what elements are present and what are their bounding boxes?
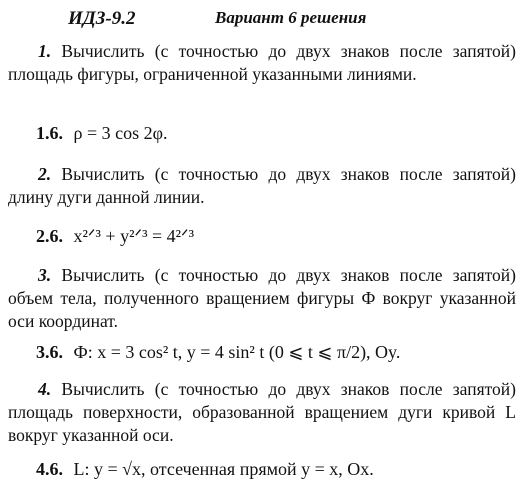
task-3-text <box>8 264 516 333</box>
task-2-statement: Вычислить (с точностью до двух знаков после запятой) длину дуги данной линии. <box>8 164 516 207</box>
task-1-text <box>8 40 516 86</box>
task-3-statement: Вычислить (с точностью до двух знаков после запятой) объем тела, полученного вращением фигуры Ф вокруг указанной оси координат. <box>8 265 516 331</box>
task-4-statement: Вычислить (с точностью до двух знаков после запятой) площадь поверхности, образованной вращением дуги кривой L вокруг указанной оси. <box>8 379 516 445</box>
task-1-number: 1. <box>38 41 52 61</box>
item-2-6-number: 2.6. <box>36 226 63 246</box>
task-2-text <box>8 163 516 209</box>
task-3-number: 3. <box>38 265 52 285</box>
task-4-text <box>8 378 516 447</box>
item-3-6-number: 3.6. <box>36 342 63 362</box>
item-4-6-expression: L: y = √x, отсеченная прямой y = x, Ox. <box>73 459 374 479</box>
item-1-6 <box>36 121 168 145</box>
item-3-6 <box>36 340 400 364</box>
assignment-code: ИДЗ-9.2 <box>68 8 136 29</box>
task-4-number: 4. <box>38 379 52 399</box>
item-4-6 <box>36 457 374 481</box>
item-3-6-expression: Ф: x = 3 cos² t, y = 4 sin² t (0 ⩽ t ⩽ π/2), Oy. <box>73 342 401 362</box>
item-2-6 <box>36 224 194 248</box>
item-1-6-number: 1.6. <box>36 123 63 143</box>
task-2-number: 2. <box>38 164 52 184</box>
item-2-6-expression: x²ᐟ³ + y²ᐟ³ = 4²ᐟ³ <box>73 226 195 246</box>
task-1-statement: Вычислить (с точностью до двух знаков после запятой) площадь фигуры, ограниченной указанными линиями. <box>8 41 516 84</box>
item-4-6-number: 4.6. <box>36 459 63 479</box>
item-1-6-expression: ρ = 3 cos 2φ. <box>73 123 168 143</box>
variant-title: Вариант 6 решения <box>215 8 367 27</box>
